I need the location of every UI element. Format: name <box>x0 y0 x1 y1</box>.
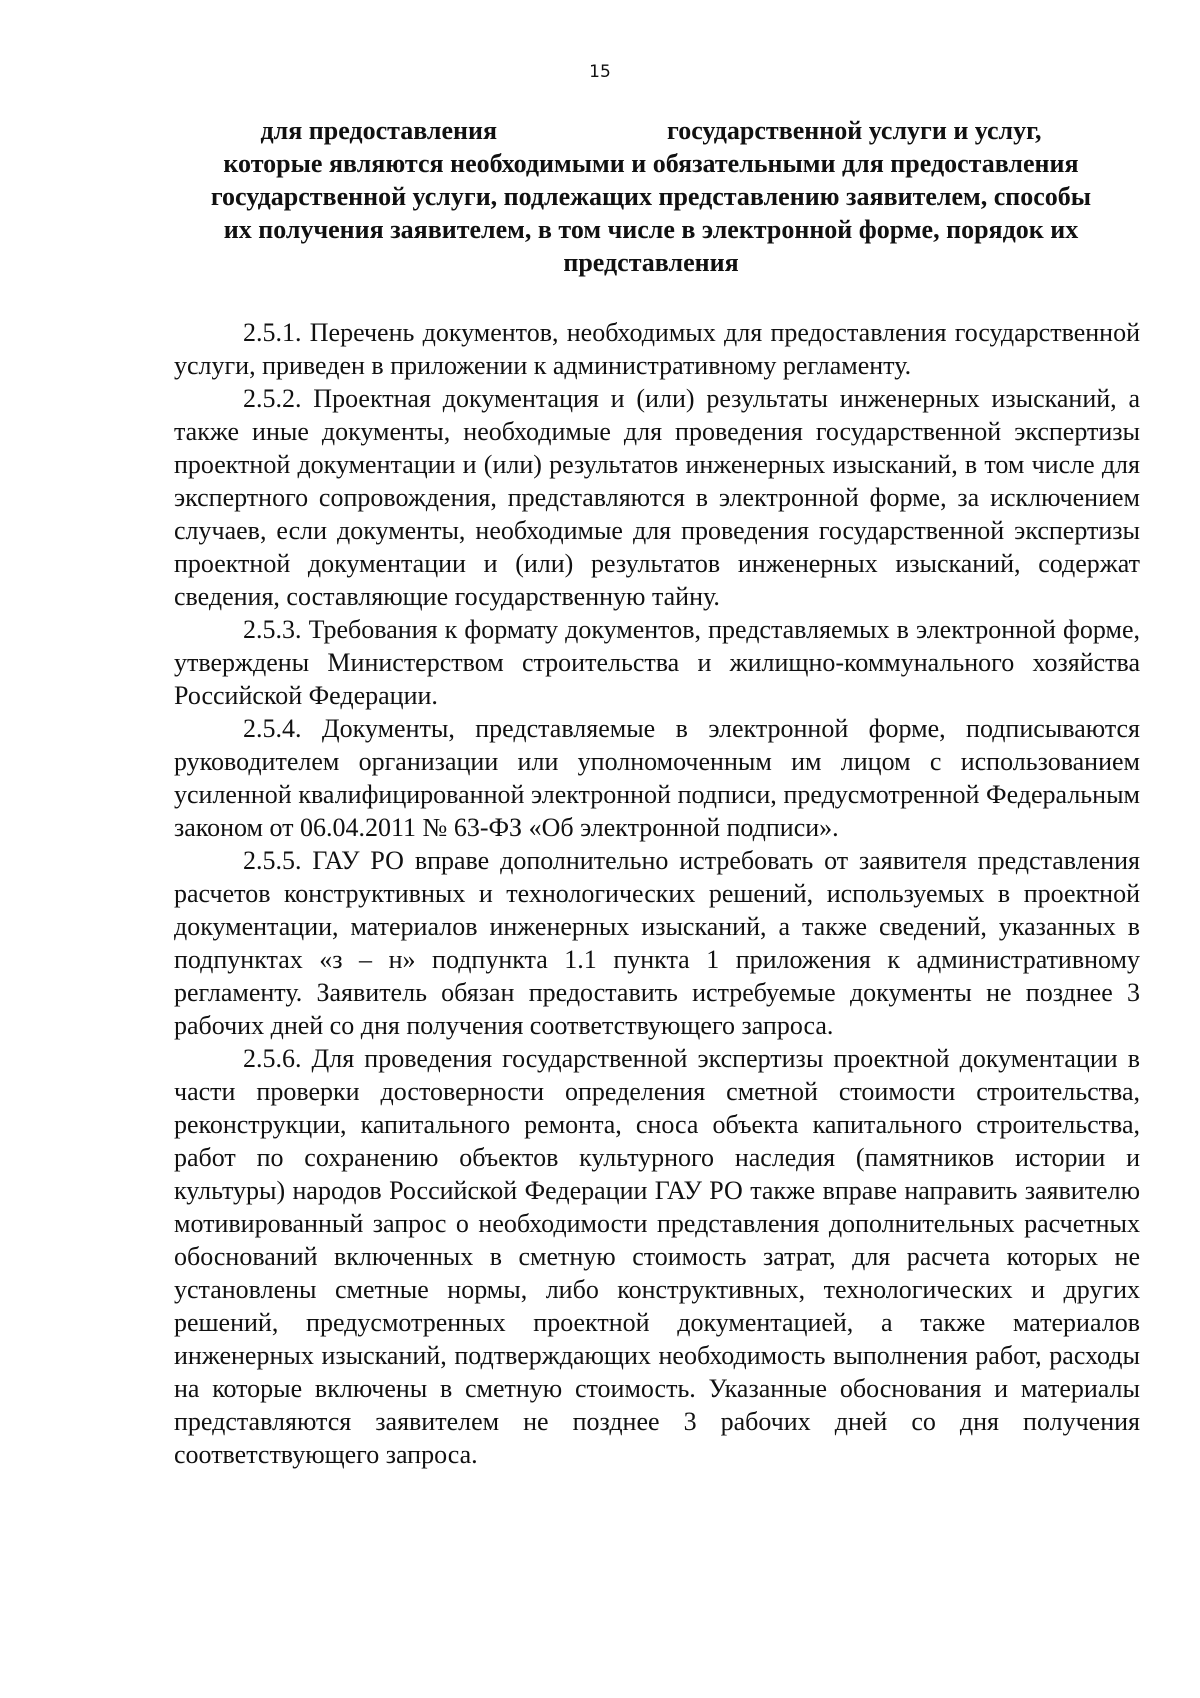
heading-line-5: представления <box>563 248 739 277</box>
section-heading <box>174 114 1128 279</box>
document-body <box>174 316 1140 1471</box>
paragraph-2-5-6: 2.5.6. Для проведения государственной экспертизы проектной документации в части проверки достоверности определения сметной стоимости строительства, реконструкции, капитального ремонта, сноса объекта капитального строительства, работ по сохранению объектов культурного наследия (памятников истории и культуры) народов Российской Федерации ГАУ РО также вправе направить заявителю мотивированный запрос о необходимости представления дополнительных расчетных обоснований включенных в сметную стоимость затрат, для расчета которых не установлены сметные нормы, либо конструктивных, технологических и других решений, предусмотренных проектной документацией, а также материалов инженерных изысканий, подтверждающих необходимость выполнения работ, расходы на которые включены в сметную стоимость. Указанные обоснования и материалы представляются заявителем не позднее 3 рабочих дней со дня получения соответствующего запроса. <box>174 1044 1140 1469</box>
paragraph-2-5-3: 2.5.3. Требования к формату документов, представляемых в электронной форме, утверждены Министерством строительства и жилищно-коммунального хозяйства Российской Федерации. <box>174 615 1140 710</box>
paragraph-2-5-4: 2.5.4. Документы, представляемые в электронной форме, подписываются руководителем организации или уполномоченным им лицом с использованием усиленной квалифицированной электронной подписи, предусмотренной Федеральным законом от 06.04.2011 № 63-ФЗ «Об электронной подписи». <box>174 714 1140 842</box>
heading-line-2: которые являются необходимыми и обязательными для предоставления <box>223 149 1079 178</box>
heading-line-1 <box>174 114 1128 147</box>
heading-line-4: их получения заявителем, в том числе в электронной форме, порядок их <box>223 215 1079 244</box>
heading-line-3: государственной услуги, подлежащих представлению заявителем, способы <box>210 182 1092 211</box>
paragraph-2-5-2: 2.5.2. Проектная документация и (или) результаты инженерных изысканий, а также иные документы, необходимые для проведения государственной экспертизы проектной документации и (или) результатов инженерных изысканий, в том числе для экспертного сопровождения, представляются в электронной форме, за исключением случаев, если документы, необходимые для проведения государственной экспертизы проектной документации и (или) результатов инженерных изысканий, содержат сведения, составляющие государственную тайну. <box>174 384 1140 611</box>
heading-line-1-end: государственной услуги и услуг, <box>667 116 1042 145</box>
page-number: 15 <box>589 62 611 82</box>
paragraph-2-5-5: 2.5.5. ГАУ РО вправе дополнительно истребовать от заявителя представления расчетов конструктивных и технологических решений, используемых в проектной документации, материалов инженерных изысканий, а также сведений, указанных в подпунктах «з – н» подпункта 1.1 пункта 1 приложения к административному регламенту. Заявитель обязан предоставить истребуемые документы не позднее 3 рабочих дней со дня получения соответствующего запроса. <box>174 846 1140 1040</box>
heading-line-1-start: для предоставления <box>260 116 498 145</box>
paragraph-2-5-1: 2.5.1. Перечень документов, необходимых для предоставления государственной услуги, приведен в приложении к административному регламенту. <box>174 318 1140 380</box>
